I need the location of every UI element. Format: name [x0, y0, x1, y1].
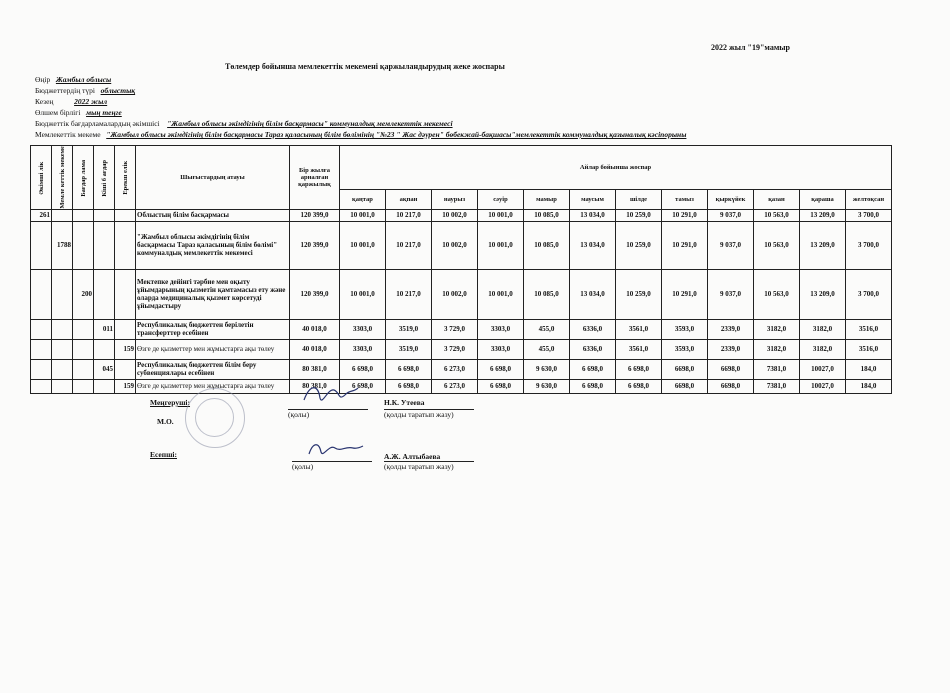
- month-header: тамыз: [662, 190, 708, 209]
- code-cell: [31, 319, 52, 339]
- code-cell: [73, 319, 94, 339]
- month-value-cell: 6 273,0: [432, 379, 478, 393]
- admin-value: "Жамбыл облысы әкімдігінің білім басқармасы" коммуналдық мемлекеттік мекемесі: [167, 119, 453, 128]
- month-value-cell: 3 729,0: [432, 319, 478, 339]
- table-row: [31, 379, 892, 393]
- institution-value: "Жамбыл облысы әкімдігінің білім басқармасы Тараз қаласының білім бөлімінің "№23 " Жас дәурен" бөбекжай-бақшасы"мемлекеттік коммуналдық қазыналық кәсіпорыны: [106, 130, 687, 139]
- month-value-cell: 3561,0: [616, 319, 662, 339]
- accountant-signature: [305, 438, 365, 462]
- code-cell: [31, 221, 52, 269]
- month-value-cell: 6698,0: [662, 379, 708, 393]
- month-value-cell: 10 259,0: [616, 209, 662, 221]
- month-value-cell: 3519,0: [386, 339, 432, 359]
- month-value-cell: 10 563,0: [754, 209, 800, 221]
- table-row: [31, 359, 892, 379]
- code-cell: [52, 209, 73, 221]
- unit-value: мың теңге: [86, 108, 122, 117]
- annual-total-cell: 80 381,0: [290, 379, 340, 393]
- code-cell: [94, 339, 115, 359]
- month-value-cell: 3593,0: [662, 339, 708, 359]
- month-value-cell: 9 037,0: [708, 269, 754, 319]
- head-name-caption: (қолды таратып жазу): [384, 409, 474, 419]
- code-cell: [52, 379, 73, 393]
- annual-total-cell: 120 399,0: [290, 209, 340, 221]
- month-value-cell: 3561,0: [616, 339, 662, 359]
- institution-label: Мемлекеттік мекеме: [35, 130, 101, 139]
- header-program: Мемле кеттік мекеме: [52, 146, 73, 210]
- month-value-cell: 455,0: [524, 339, 570, 359]
- month-value-cell: 184,0: [846, 379, 892, 393]
- admin-label: Бюджеттік бағдарламалардың әкімшісі: [35, 119, 160, 128]
- month-value-cell: 455,0: [524, 319, 570, 339]
- month-value-cell: 3516,0: [846, 319, 892, 339]
- month-value-cell: 10027,0: [800, 359, 846, 379]
- accountant-name: А.Ж. Алтыбаева: [384, 452, 441, 461]
- month-header: мамыр: [524, 190, 570, 209]
- code-cell: 1788: [52, 221, 73, 269]
- period-value: 2022 жыл: [74, 97, 108, 106]
- month-header: қараша: [800, 190, 846, 209]
- month-value-cell: 10 217,0: [386, 269, 432, 319]
- month-value-cell: 3182,0: [800, 339, 846, 359]
- month-value-cell: 13 034,0: [570, 209, 616, 221]
- month-value-cell: 10 001,0: [340, 269, 386, 319]
- month-value-cell: 3516,0: [846, 339, 892, 359]
- month-value-cell: 10 002,0: [432, 209, 478, 221]
- month-value-cell: 3 729,0: [432, 339, 478, 359]
- code-cell: [52, 319, 73, 339]
- head-sign-caption: (қолы): [288, 409, 368, 419]
- month-value-cell: 10 002,0: [432, 269, 478, 319]
- month-value-cell: 6 698,0: [340, 359, 386, 379]
- table-row: [31, 339, 892, 359]
- header-spec2: Ерекш елік: [115, 146, 136, 210]
- annual-total-cell: 120 399,0: [290, 221, 340, 269]
- month-value-cell: 6 698,0: [478, 359, 524, 379]
- month-value-cell: 10 002,0: [432, 221, 478, 269]
- month-value-cell: 10 085,0: [524, 269, 570, 319]
- expense-name-cell: Облыстың білім басқармасы: [136, 209, 290, 221]
- month-header: маусым: [570, 190, 616, 209]
- month-value-cell: 3303,0: [340, 319, 386, 339]
- month-value-cell: 3593,0: [662, 319, 708, 339]
- unit-line: [35, 108, 122, 117]
- month-value-cell: 10 217,0: [386, 221, 432, 269]
- table-row: [31, 319, 892, 339]
- month-value-cell: 6 698,0: [570, 379, 616, 393]
- code-cell: 261: [31, 209, 52, 221]
- month-value-cell: 3 700,0: [846, 209, 892, 221]
- period-line: [35, 97, 107, 106]
- region-value: Жамбыл облысы: [55, 75, 112, 84]
- month-value-cell: 10 259,0: [616, 269, 662, 319]
- institution-line: [35, 130, 686, 139]
- header-subprogram: Бағдар лама: [73, 146, 94, 210]
- accountant-name-caption: (қолды таратып жазу): [384, 461, 474, 471]
- month-value-cell: 6336,0: [570, 319, 616, 339]
- month-value-cell: 3182,0: [800, 319, 846, 339]
- month-value-cell: 3519,0: [386, 319, 432, 339]
- region-line: [35, 75, 111, 84]
- month-value-cell: 10 291,0: [662, 209, 708, 221]
- code-cell: 011: [94, 319, 115, 339]
- month-value-cell: 6698,0: [662, 359, 708, 379]
- annual-total-cell: 120 399,0: [290, 269, 340, 319]
- month-header: наурыз: [432, 190, 478, 209]
- code-cell: [31, 269, 52, 319]
- month-header: қазан: [754, 190, 800, 209]
- code-cell: [115, 359, 136, 379]
- month-value-cell: 10 001,0: [478, 221, 524, 269]
- month-value-cell: 3 700,0: [846, 269, 892, 319]
- budget-type-label: Бюджеттердің түрі: [35, 86, 95, 95]
- code-cell: [115, 221, 136, 269]
- code-cell: [115, 269, 136, 319]
- month-value-cell: 3182,0: [754, 319, 800, 339]
- document-title: Төлемдер бойынша мемлекеттік мекемені қаржыландырудың жеке жоспары: [225, 62, 505, 71]
- month-header: ақпан: [386, 190, 432, 209]
- month-value-cell: 13 209,0: [800, 269, 846, 319]
- expense-name-cell: Мектепке дейінгі тәрбие мен оқыту ұйымдарының қызметін қамтамасыз ету және оларда медициналық қызмет көрсетуді ұйымдастыру: [136, 269, 290, 319]
- expense-name-cell: Республикалық бюджеттен білім беру субвенциялары есебінен: [136, 359, 290, 379]
- month-value-cell: 13 034,0: [570, 221, 616, 269]
- code-cell: [73, 359, 94, 379]
- month-value-cell: 3 700,0: [846, 221, 892, 269]
- code-cell: [52, 339, 73, 359]
- month-value-cell: 3182,0: [754, 339, 800, 359]
- header-annual: Бір жылға арналған қаржылық: [290, 146, 340, 210]
- month-value-cell: 10 001,0: [478, 209, 524, 221]
- month-value-cell: 10 291,0: [662, 221, 708, 269]
- budget-type-value: облыстық: [100, 86, 136, 95]
- month-header: қыркүйек: [708, 190, 754, 209]
- code-cell: [115, 319, 136, 339]
- month-value-cell: 6 698,0: [478, 379, 524, 393]
- month-value-cell: 9 037,0: [708, 209, 754, 221]
- month-value-cell: 6 698,0: [386, 379, 432, 393]
- code-cell: [94, 379, 115, 393]
- document-date: 2022 жыл "19"мамыр: [711, 43, 790, 52]
- month-value-cell: 10 291,0: [662, 269, 708, 319]
- month-value-cell: 3303,0: [478, 339, 524, 359]
- period-label: Кезең: [35, 97, 54, 106]
- code-cell: [94, 221, 115, 269]
- month-value-cell: 10 085,0: [524, 221, 570, 269]
- month-value-cell: 6 698,0: [386, 359, 432, 379]
- code-cell: [52, 359, 73, 379]
- table-header-row: [31, 146, 892, 190]
- month-value-cell: 9 037,0: [708, 221, 754, 269]
- month-value-cell: 10 217,0: [386, 209, 432, 221]
- head-label: Меңгеруші:: [150, 398, 191, 407]
- month-value-cell: 6336,0: [570, 339, 616, 359]
- month-value-cell: 6 698,0: [340, 379, 386, 393]
- accountant-sign-caption: (қолы): [292, 461, 372, 471]
- month-value-cell: 6 273,0: [432, 359, 478, 379]
- month-value-cell: 10 001,0: [340, 209, 386, 221]
- month-value-cell: 6 698,0: [616, 359, 662, 379]
- admin-line: [35, 119, 453, 128]
- official-stamp: [185, 388, 245, 448]
- month-value-cell: 13 209,0: [800, 209, 846, 221]
- header-spec1: Кіші б ағдар: [94, 146, 115, 210]
- expense-name-cell: Өзге де қызметтер мен жұмыстарға ақы төлеу: [136, 339, 290, 359]
- code-cell: [31, 339, 52, 359]
- month-value-cell: 6 698,0: [570, 359, 616, 379]
- month-value-cell: 9 630,0: [524, 359, 570, 379]
- month-value-cell: 3303,0: [478, 319, 524, 339]
- code-cell: [73, 379, 94, 393]
- expense-name-cell: Өзге де қызметтер мен жұмыстарға ақы төлеу: [136, 379, 290, 393]
- month-header: сәуір: [478, 190, 524, 209]
- expense-name-cell: "Жамбыл облысы әкімдігінің білім басқармасы Тараз қаласының білім бөлімі" коммуналдық мемлекеттік мекемесі: [136, 221, 290, 269]
- code-cell: 045: [94, 359, 115, 379]
- month-value-cell: 9 630,0: [524, 379, 570, 393]
- code-cell: 159: [115, 379, 136, 393]
- month-value-cell: 13 034,0: [570, 269, 616, 319]
- accountant-label: Есепші:: [150, 450, 177, 459]
- budget-type-line: [35, 86, 135, 95]
- month-value-cell: 3303,0: [340, 339, 386, 359]
- head-signature: [300, 380, 360, 408]
- header-admin: Әкімші лік: [31, 146, 52, 210]
- month-value-cell: 6698,0: [708, 379, 754, 393]
- month-value-cell: 184,0: [846, 359, 892, 379]
- financing-plan-table: [30, 145, 892, 394]
- code-cell: [73, 221, 94, 269]
- mo-label: М.О.: [157, 417, 174, 426]
- head-name: Н.К. Утеева: [384, 398, 425, 407]
- code-cell: [73, 209, 94, 221]
- month-value-cell: 13 209,0: [800, 221, 846, 269]
- code-cell: [52, 269, 73, 319]
- month-value-cell: 10 563,0: [754, 221, 800, 269]
- month-value-cell: 6698,0: [708, 359, 754, 379]
- code-cell: [94, 209, 115, 221]
- code-cell: [115, 209, 136, 221]
- month-value-cell: 10 563,0: [754, 269, 800, 319]
- header-name: Шығыстардың атауы: [136, 146, 290, 210]
- table-row: [31, 269, 892, 319]
- code-cell: [94, 269, 115, 319]
- header-monthly: Айлар бойынша жоспар: [340, 146, 892, 190]
- unit-label: Өлшем бірлігі: [35, 108, 81, 117]
- expense-name-cell: Республикалық бюджеттен берілетін трансферттер есебінен: [136, 319, 290, 339]
- code-cell: [31, 359, 52, 379]
- region-label: Өңір: [35, 75, 51, 84]
- month-value-cell: 7381,0: [754, 379, 800, 393]
- month-value-cell: 10 259,0: [616, 221, 662, 269]
- code-cell: 159: [115, 339, 136, 359]
- month-value-cell: 2339,0: [708, 319, 754, 339]
- code-cell: 200: [73, 269, 94, 319]
- month-value-cell: 10 085,0: [524, 209, 570, 221]
- month-value-cell: 7381,0: [754, 359, 800, 379]
- month-header: қаңтар: [340, 190, 386, 209]
- annual-total-cell: 40 018,0: [290, 319, 340, 339]
- month-value-cell: 10 001,0: [340, 221, 386, 269]
- table-row: [31, 221, 892, 269]
- annual-total-cell: 80 381,0: [290, 359, 340, 379]
- month-header: шілде: [616, 190, 662, 209]
- month-value-cell: 2339,0: [708, 339, 754, 359]
- table-row: [31, 209, 892, 221]
- month-header: желтоқсан: [846, 190, 892, 209]
- month-value-cell: 6 698,0: [616, 379, 662, 393]
- annual-total-cell: 40 018,0: [290, 339, 340, 359]
- month-value-cell: 10 001,0: [478, 269, 524, 319]
- month-value-cell: 10027,0: [800, 379, 846, 393]
- code-cell: [31, 379, 52, 393]
- code-cell: [73, 339, 94, 359]
